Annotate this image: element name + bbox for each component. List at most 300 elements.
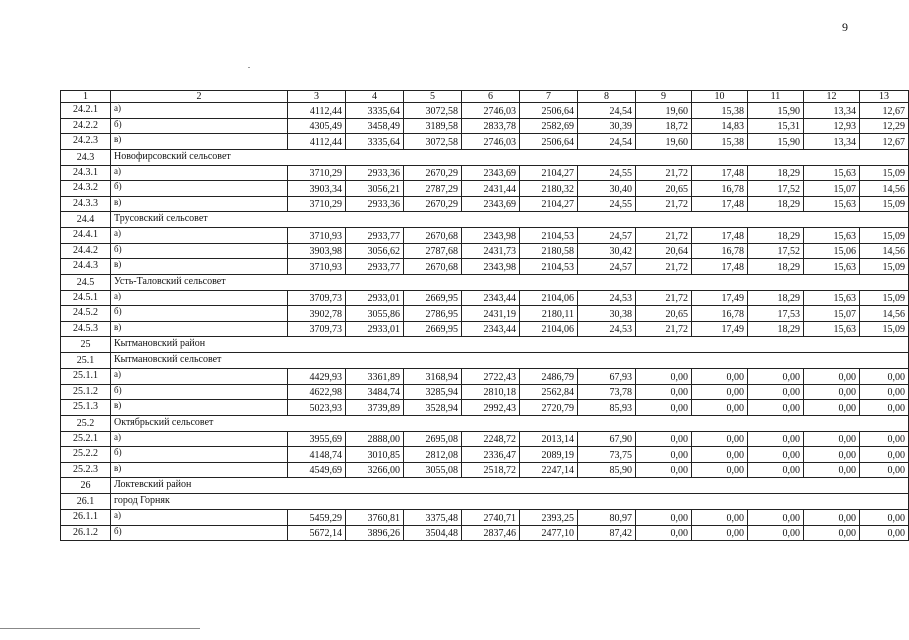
table-row	[61, 118, 909, 134]
section-title-cell: Кытмановский район	[111, 337, 909, 353]
row-variant-cell: б)	[111, 306, 288, 322]
value-cell: 0,00	[748, 369, 804, 385]
value-cell: 21,72	[636, 196, 692, 212]
section-title-cell: Новофирсовский сельсовет	[111, 149, 909, 165]
value-cell: 2431,73	[462, 243, 520, 259]
value-cell: 3709,73	[288, 290, 346, 306]
section-code-cell: 25	[61, 337, 111, 353]
value-cell: 15,07	[804, 181, 860, 197]
row-variant-cell: б)	[111, 181, 288, 197]
value-cell: 2933,01	[346, 290, 404, 306]
value-cell: 2486,79	[520, 369, 578, 385]
value-cell: 2933,36	[346, 165, 404, 181]
row-code-cell: 25.1.2	[61, 384, 111, 400]
value-cell: 2089,19	[520, 447, 578, 463]
value-cell: 15,09	[860, 290, 909, 306]
value-cell: 85,93	[578, 400, 636, 416]
value-cell: 4112,44	[288, 103, 346, 119]
value-cell: 3335,64	[346, 134, 404, 150]
value-cell: 15,38	[692, 103, 748, 119]
value-cell: 3903,98	[288, 243, 346, 259]
value-cell: 2104,06	[520, 321, 578, 337]
section-row	[61, 415, 909, 431]
value-cell: 3903,34	[288, 181, 346, 197]
value-cell: 4622,98	[288, 384, 346, 400]
value-cell: 30,39	[578, 118, 636, 134]
column-number-cell: 13	[860, 91, 909, 103]
value-cell: 12,29	[860, 118, 909, 134]
table-row	[61, 462, 909, 478]
value-cell: 17,53	[748, 306, 804, 322]
value-cell: 2247,14	[520, 462, 578, 478]
value-cell: 3072,58	[404, 134, 462, 150]
table-row	[61, 321, 909, 337]
section-title-cell: город Горняк	[111, 494, 909, 510]
value-cell: 2343,98	[462, 228, 520, 244]
value-cell: 21,72	[636, 321, 692, 337]
value-cell: 30,40	[578, 181, 636, 197]
value-cell: 2746,03	[462, 103, 520, 119]
value-cell: 0,00	[860, 400, 909, 416]
value-cell: 0,00	[804, 510, 860, 526]
value-cell: 3375,48	[404, 510, 462, 526]
table-row	[61, 306, 909, 322]
value-cell: 2992,43	[462, 400, 520, 416]
row-code-cell: 24.5.3	[61, 321, 111, 337]
row-code-cell: 26.1.2	[61, 525, 111, 541]
row-variant-cell: б)	[111, 447, 288, 463]
section-title-cell: Кытмановский сельсовет	[111, 353, 909, 369]
row-code-cell: 24.4.3	[61, 259, 111, 275]
section-code-cell: 26	[61, 478, 111, 494]
value-cell: 2582,69	[520, 118, 578, 134]
value-cell: 2670,68	[404, 228, 462, 244]
value-cell: 2786,95	[404, 306, 462, 322]
value-cell: 3010,85	[346, 447, 404, 463]
value-cell: 18,29	[748, 228, 804, 244]
column-number-cell: 12	[804, 91, 860, 103]
value-cell: 80,97	[578, 510, 636, 526]
value-cell: 21,72	[636, 259, 692, 275]
row-variant-cell: б)	[111, 118, 288, 134]
row-variant-cell: б)	[111, 525, 288, 541]
value-cell: 3710,29	[288, 196, 346, 212]
value-cell: 3528,94	[404, 400, 462, 416]
value-cell: 0,00	[804, 431, 860, 447]
value-cell: 3710,93	[288, 259, 346, 275]
column-number-cell: 11	[748, 91, 804, 103]
value-cell: 2695,08	[404, 431, 462, 447]
value-cell: 3285,94	[404, 384, 462, 400]
value-cell: 2431,44	[462, 181, 520, 197]
value-cell: 0,00	[860, 525, 909, 541]
value-cell: 2933,77	[346, 228, 404, 244]
value-cell: 24,53	[578, 290, 636, 306]
value-cell: 0,00	[860, 384, 909, 400]
value-cell: 13,34	[804, 134, 860, 150]
row-variant-cell: б)	[111, 243, 288, 259]
table-row	[61, 181, 909, 197]
value-cell: 20,65	[636, 181, 692, 197]
value-cell: 0,00	[692, 369, 748, 385]
table-row	[61, 103, 909, 119]
value-cell: 3335,64	[346, 103, 404, 119]
value-cell: 85,90	[578, 462, 636, 478]
table-row	[61, 243, 909, 259]
value-cell: 15,38	[692, 134, 748, 150]
row-code-cell: 24.2.1	[61, 103, 111, 119]
value-cell: 2670,29	[404, 196, 462, 212]
section-row	[61, 494, 909, 510]
section-code-cell: 25.2	[61, 415, 111, 431]
value-cell: 0,00	[804, 384, 860, 400]
value-cell: 3055,08	[404, 462, 462, 478]
row-variant-cell: в)	[111, 462, 288, 478]
section-row	[61, 337, 909, 353]
section-code-cell: 25.1	[61, 353, 111, 369]
value-cell: 3896,26	[346, 525, 404, 541]
table-row	[61, 510, 909, 526]
section-row	[61, 274, 909, 290]
value-cell: 15,90	[748, 134, 804, 150]
value-cell: 2343,69	[462, 196, 520, 212]
value-cell: 3709,73	[288, 321, 346, 337]
row-variant-cell: а)	[111, 431, 288, 447]
section-code-cell: 24.4	[61, 212, 111, 228]
value-cell: 2746,03	[462, 134, 520, 150]
value-cell: 0,00	[748, 462, 804, 478]
row-variant-cell: а)	[111, 510, 288, 526]
value-cell: 0,00	[860, 431, 909, 447]
value-cell: 15,63	[804, 321, 860, 337]
value-cell: 0,00	[860, 462, 909, 478]
value-cell: 2506,64	[520, 103, 578, 119]
value-cell: 3361,89	[346, 369, 404, 385]
row-code-cell: 24.5.2	[61, 306, 111, 322]
table-row	[61, 447, 909, 463]
value-cell: 18,29	[748, 321, 804, 337]
section-title-cell: Октябрьский сельсовет	[111, 415, 909, 431]
value-cell: 2722,43	[462, 369, 520, 385]
row-variant-cell: в)	[111, 321, 288, 337]
value-cell: 24,55	[578, 196, 636, 212]
row-code-cell: 24.2.2	[61, 118, 111, 134]
value-cell: 0,00	[804, 369, 860, 385]
value-cell: 17,48	[692, 228, 748, 244]
value-cell: 24,55	[578, 165, 636, 181]
value-cell: 2669,95	[404, 321, 462, 337]
value-cell: 17,52	[748, 181, 804, 197]
row-variant-cell: а)	[111, 165, 288, 181]
column-number-cell: 3	[288, 91, 346, 103]
value-cell: 2888,00	[346, 431, 404, 447]
value-cell: 21,72	[636, 165, 692, 181]
section-code-cell: 24.5	[61, 274, 111, 290]
value-cell: 18,29	[748, 196, 804, 212]
section-row	[61, 353, 909, 369]
value-cell: 0,00	[692, 431, 748, 447]
column-number-cell: 10	[692, 91, 748, 103]
value-cell: 16,78	[692, 306, 748, 322]
row-variant-cell: а)	[111, 103, 288, 119]
value-cell: 2933,01	[346, 321, 404, 337]
table-row	[61, 384, 909, 400]
value-cell: 2740,71	[462, 510, 520, 526]
value-cell: 15,09	[860, 196, 909, 212]
value-cell: 0,00	[748, 431, 804, 447]
column-number-cell: 6	[462, 91, 520, 103]
value-cell: 2343,44	[462, 321, 520, 337]
column-number-cell: 7	[520, 91, 578, 103]
value-cell: 21,72	[636, 228, 692, 244]
value-cell: 15,09	[860, 259, 909, 275]
table-row	[61, 259, 909, 275]
value-cell: 0,00	[748, 400, 804, 416]
row-code-cell: 26.1.1	[61, 510, 111, 526]
row-code-cell: 24.5.1	[61, 290, 111, 306]
value-cell: 19,60	[636, 103, 692, 119]
value-cell: 2720,79	[520, 400, 578, 416]
value-cell: 30,38	[578, 306, 636, 322]
value-cell: 0,00	[748, 510, 804, 526]
value-cell: 2670,29	[404, 165, 462, 181]
value-cell: 2104,27	[520, 165, 578, 181]
table-row	[61, 134, 909, 150]
value-cell: 0,00	[692, 525, 748, 541]
value-cell: 18,72	[636, 118, 692, 134]
value-cell: 2104,53	[520, 259, 578, 275]
value-cell: 17,49	[692, 290, 748, 306]
value-cell: 0,00	[860, 369, 909, 385]
value-cell: 4549,69	[288, 462, 346, 478]
section-title-cell: Усть-Таловский сельсовет	[111, 274, 909, 290]
value-cell: 2343,69	[462, 165, 520, 181]
value-cell: 15,06	[804, 243, 860, 259]
value-cell: 73,78	[578, 384, 636, 400]
value-cell: 21,72	[636, 290, 692, 306]
value-cell: 0,00	[636, 400, 692, 416]
value-cell: 0,00	[804, 400, 860, 416]
value-cell: 0,00	[692, 462, 748, 478]
value-cell: 73,75	[578, 447, 636, 463]
row-code-cell: 24.2.3	[61, 134, 111, 150]
value-cell: 3739,89	[346, 400, 404, 416]
value-cell: 2180,58	[520, 243, 578, 259]
column-number-cell: 5	[404, 91, 462, 103]
value-cell: 14,56	[860, 243, 909, 259]
value-cell: 3484,74	[346, 384, 404, 400]
value-cell: 3189,58	[404, 118, 462, 134]
table-row	[61, 196, 909, 212]
value-cell: 2431,19	[462, 306, 520, 322]
value-cell: 17,48	[692, 196, 748, 212]
value-cell: 2104,53	[520, 228, 578, 244]
value-cell: 13,34	[804, 103, 860, 119]
value-cell: 0,00	[636, 431, 692, 447]
value-cell: 0,00	[636, 525, 692, 541]
value-cell: 2477,10	[520, 525, 578, 541]
value-cell: 3056,62	[346, 243, 404, 259]
value-cell: 20,64	[636, 243, 692, 259]
column-number-cell: 2	[111, 91, 288, 103]
row-code-cell: 25.1.1	[61, 369, 111, 385]
value-cell: 15,90	[748, 103, 804, 119]
scan-speck	[248, 67, 250, 68]
value-cell: 3056,21	[346, 181, 404, 197]
value-cell: 2787,68	[404, 243, 462, 259]
value-cell: 3168,94	[404, 369, 462, 385]
value-cell: 3055,86	[346, 306, 404, 322]
table-row	[61, 228, 909, 244]
value-cell: 3266,00	[346, 462, 404, 478]
value-cell: 0,00	[804, 525, 860, 541]
value-cell: 19,60	[636, 134, 692, 150]
value-cell: 2104,27	[520, 196, 578, 212]
value-cell: 2104,06	[520, 290, 578, 306]
footer-rule	[0, 628, 200, 629]
value-cell: 2393,25	[520, 510, 578, 526]
section-row	[61, 212, 909, 228]
column-number-cell: 4	[346, 91, 404, 103]
section-title-cell: Локтевский район	[111, 478, 909, 494]
value-cell: 14,83	[692, 118, 748, 134]
value-cell: 0,00	[636, 384, 692, 400]
table-row	[61, 431, 909, 447]
value-cell: 0,00	[636, 447, 692, 463]
table-body	[61, 91, 909, 541]
tariff-table	[60, 90, 909, 541]
value-cell: 15,63	[804, 165, 860, 181]
value-cell: 14,56	[860, 306, 909, 322]
value-cell: 0,00	[692, 400, 748, 416]
value-cell: 2506,64	[520, 134, 578, 150]
value-cell: 18,29	[748, 165, 804, 181]
value-cell: 2013,14	[520, 431, 578, 447]
value-cell: 24,57	[578, 228, 636, 244]
value-cell: 67,90	[578, 431, 636, 447]
value-cell: 3710,29	[288, 165, 346, 181]
value-cell: 17,48	[692, 165, 748, 181]
value-cell: 15,63	[804, 290, 860, 306]
value-cell: 24,53	[578, 321, 636, 337]
value-cell: 0,00	[636, 462, 692, 478]
section-title-cell: Трусовский сельсовет	[111, 212, 909, 228]
tariff-table-wrapper	[60, 90, 905, 541]
row-code-cell: 25.2.1	[61, 431, 111, 447]
value-cell: 18,29	[748, 259, 804, 275]
value-cell: 0,00	[748, 384, 804, 400]
section-code-cell: 26.1	[61, 494, 111, 510]
page-number: 9	[842, 20, 848, 34]
value-cell: 17,48	[692, 259, 748, 275]
row-variant-cell: в)	[111, 400, 288, 416]
row-code-cell: 24.3.2	[61, 181, 111, 197]
value-cell: 0,00	[692, 384, 748, 400]
section-row	[61, 478, 909, 494]
row-variant-cell: а)	[111, 369, 288, 385]
value-cell: 2343,44	[462, 290, 520, 306]
value-cell: 12,67	[860, 103, 909, 119]
value-cell: 30,42	[578, 243, 636, 259]
value-cell: 3710,93	[288, 228, 346, 244]
column-number-cell: 1	[61, 91, 111, 103]
row-code-cell: 25.1.3	[61, 400, 111, 416]
value-cell: 2180,32	[520, 181, 578, 197]
table-row	[61, 525, 909, 541]
table-row	[61, 400, 909, 416]
value-cell: 87,42	[578, 525, 636, 541]
value-cell: 15,09	[860, 165, 909, 181]
value-cell: 12,93	[804, 118, 860, 134]
value-cell: 5459,29	[288, 510, 346, 526]
value-cell: 15,09	[860, 321, 909, 337]
value-cell: 3072,58	[404, 103, 462, 119]
row-code-cell: 25.2.3	[61, 462, 111, 478]
row-variant-cell: б)	[111, 384, 288, 400]
value-cell: 0,00	[860, 447, 909, 463]
column-number-cell: 9	[636, 91, 692, 103]
value-cell: 14,56	[860, 181, 909, 197]
value-cell: 0,00	[692, 510, 748, 526]
row-code-cell: 24.3.3	[61, 196, 111, 212]
column-number-row	[61, 91, 909, 103]
value-cell: 15,63	[804, 196, 860, 212]
value-cell: 15,09	[860, 228, 909, 244]
table-row	[61, 165, 909, 181]
value-cell: 15,63	[804, 228, 860, 244]
value-cell: 4429,93	[288, 369, 346, 385]
value-cell: 0,00	[748, 525, 804, 541]
value-cell: 4112,44	[288, 134, 346, 150]
value-cell: 2933,77	[346, 259, 404, 275]
value-cell: 5023,93	[288, 400, 346, 416]
row-variant-cell: а)	[111, 228, 288, 244]
value-cell: 2669,95	[404, 290, 462, 306]
value-cell: 12,67	[860, 134, 909, 150]
value-cell: 15,31	[748, 118, 804, 134]
value-cell: 24,57	[578, 259, 636, 275]
value-cell: 3760,81	[346, 510, 404, 526]
value-cell: 2343,98	[462, 259, 520, 275]
value-cell: 18,29	[748, 290, 804, 306]
value-cell: 2787,29	[404, 181, 462, 197]
value-cell: 0,00	[748, 447, 804, 463]
value-cell: 0,00	[636, 510, 692, 526]
value-cell: 17,49	[692, 321, 748, 337]
row-variant-cell: а)	[111, 290, 288, 306]
section-code-cell: 24.3	[61, 149, 111, 165]
value-cell: 15,07	[804, 306, 860, 322]
value-cell: 0,00	[804, 462, 860, 478]
value-cell: 16,78	[692, 181, 748, 197]
value-cell: 2248,72	[462, 431, 520, 447]
section-row	[61, 149, 909, 165]
row-code-cell: 24.4.1	[61, 228, 111, 244]
value-cell: 2933,36	[346, 196, 404, 212]
value-cell: 2180,11	[520, 306, 578, 322]
value-cell: 2336,47	[462, 447, 520, 463]
value-cell: 24,54	[578, 134, 636, 150]
value-cell: 4148,74	[288, 447, 346, 463]
value-cell: 15,63	[804, 259, 860, 275]
value-cell: 2837,46	[462, 525, 520, 541]
value-cell: 4305,49	[288, 118, 346, 134]
value-cell: 0,00	[860, 510, 909, 526]
value-cell: 3955,69	[288, 431, 346, 447]
value-cell: 0,00	[636, 369, 692, 385]
value-cell: 2812,08	[404, 447, 462, 463]
row-variant-cell: в)	[111, 134, 288, 150]
